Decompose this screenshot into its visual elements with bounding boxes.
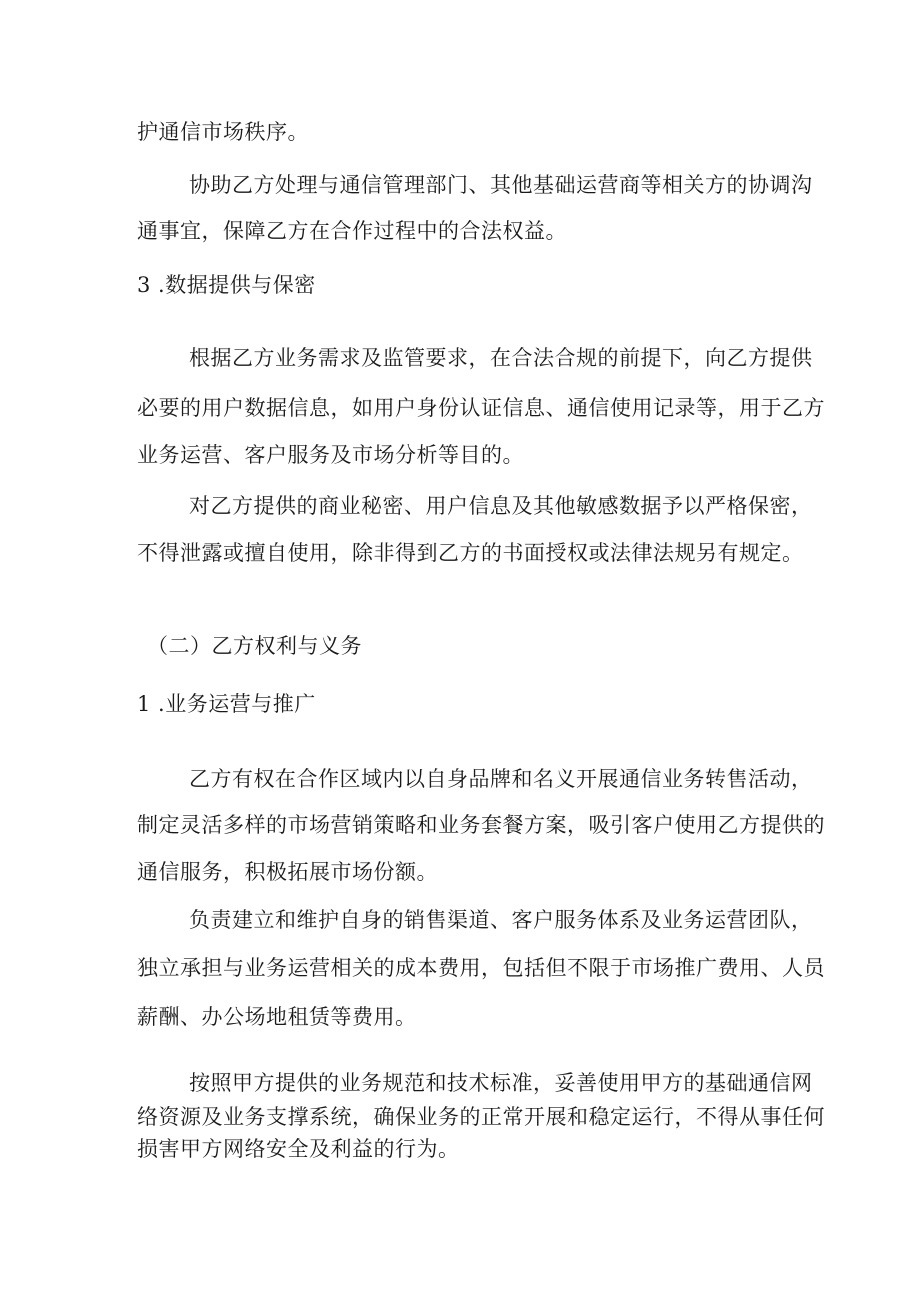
paragraph-line: 通事宜，保障乙方在合作过程中的合法权益。 — [137, 219, 567, 243]
paragraph-line: 护通信市场秩序。 — [137, 120, 309, 144]
paragraph-line: 独立承担与业务运营相关的成本费用，包括但不限于市场推广费用、人员 — [137, 956, 825, 980]
paragraph-line: 制定灵活多样的市场营销策略和业务套餐方案，吸引客户使用乙方提供的 — [137, 813, 825, 837]
paragraph-line: 协助乙方处理与通信管理部门、其他基础运营商等相关方的协调沟 — [189, 173, 813, 197]
paragraph-line: 乙方有权在合作区域内以自身品牌和名义开展通信业务转售活动， — [189, 767, 813, 791]
section-heading: 3 .数据提供与保密 — [137, 273, 316, 297]
subsection-heading: （二）乙方权利与义务 — [147, 634, 362, 658]
paragraph-line: 按照甲方提供的业务规范和技术标准，妥善使用甲方的基础通信网 — [189, 1071, 813, 1095]
paragraph-line: 络资源及业务支撑系统，确保业务的正常开展和稳定运行，不得从事任何 — [137, 1105, 825, 1129]
section-heading: 1 .业务运营与推广 — [137, 692, 316, 716]
paragraph-line: 通信服务，积极拓展市场份额。 — [137, 860, 438, 884]
paragraph-line: 不得泄露或擅自使用，除非得到乙方的书面授权或法律法规另有规定。 — [137, 541, 804, 565]
paragraph-line: 业务运营、客户服务及市场分析等目的。 — [137, 443, 524, 467]
paragraph-line: 薪酬、办公场地租赁等费用。 — [137, 1005, 417, 1029]
paragraph-line: 对乙方提供的商业秘密、用户信息及其他敏感数据予以严格保密， — [189, 494, 813, 518]
paragraph-line: 根据乙方业务需求及监管要求，在合法合规的前提下，向乙方提供 — [189, 346, 813, 370]
paragraph-line: 损害甲方网络安全及利益的行为。 — [137, 1137, 460, 1161]
paragraph-line: 负责建立和维护自身的销售渠道、客户服务体系及业务运营团队， — [189, 908, 813, 932]
paragraph-line: 必要的用户数据信息，如用户身份认证信息、通信使用记录等，用于乙方 — [137, 396, 825, 420]
